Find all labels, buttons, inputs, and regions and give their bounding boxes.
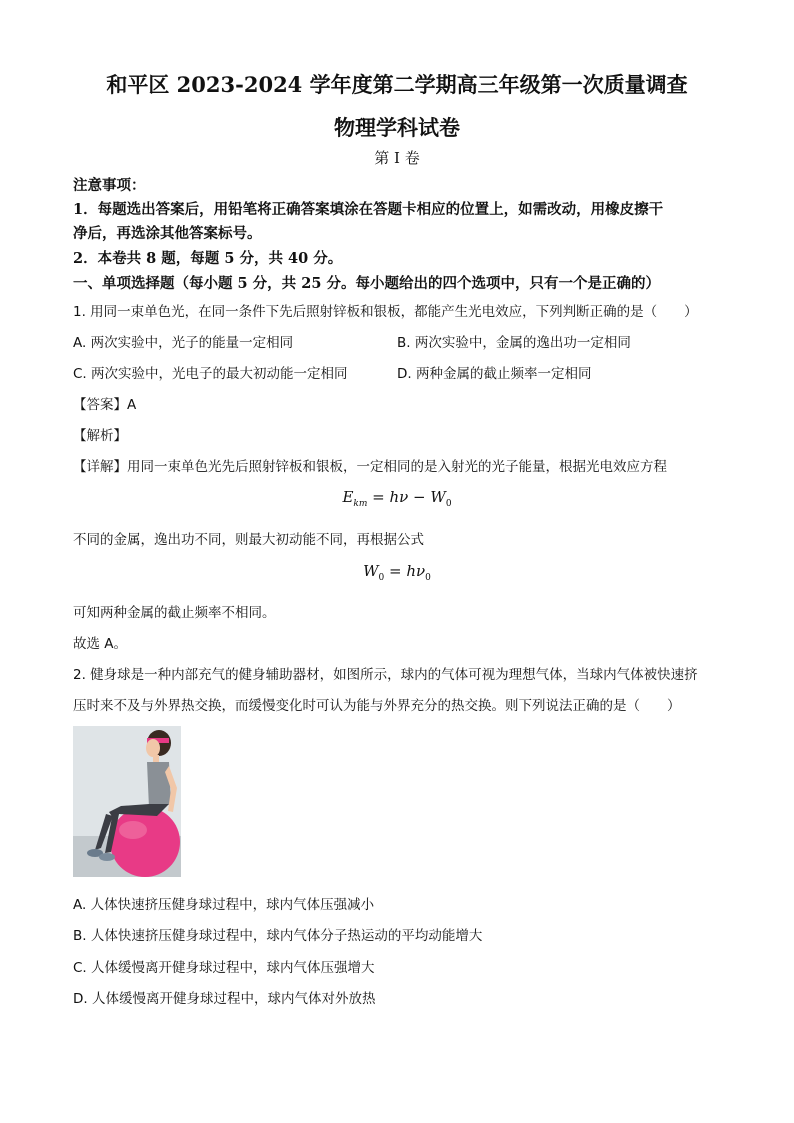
equation-work-function [0, 562, 794, 583]
equation-1-rhs: = hν − W [367, 488, 446, 506]
question-1-option-d: D. 两种金属的截止频率一定相同 [397, 366, 592, 382]
exam-title: 和平区 2023-2024 学年度第二学期高三年级第一次质量调查 [106, 72, 688, 97]
equation-1-lhs: E [342, 488, 354, 506]
fitness-ball-photo [73, 726, 181, 877]
question-1-conclusion: 故选 A。 [73, 636, 128, 652]
question-1-option-c: C. 两次实验中，光电子的最大初动能一定相同 [73, 366, 348, 382]
question-2-stem-line-2: 压时来不及与外界热交换，而缓慢变化时可认为能与外界充分的热交换。则下列说法正确的是（ ） [73, 698, 681, 714]
question-2-option-d: D. 人体缓慢离开健身球过程中，球内气体对外放热 [73, 991, 376, 1007]
note-2: 2．本卷共 8 题，每题 5 分，共 40 分。 [73, 250, 343, 267]
fitness-ball-illustration [73, 726, 181, 877]
question-1-stem: 1. 用同一束单色光，在同一条件下先后照射锌板和银板，都能产生光电效应，下列判断正确的是（ ） [73, 304, 698, 320]
question-1-answer: 【答案】A [73, 397, 137, 413]
equation-2-sub-2: 0 [425, 573, 431, 583]
question-1-option-a: A. 两次实验中，光子的能量一定相同 [73, 335, 294, 351]
question-1-analysis-label: 【解析】 [73, 428, 127, 444]
equation-2-rhs: = hν [384, 562, 426, 580]
note-1-line-2: 净后，再选涂其他答案标号。 [73, 225, 262, 242]
question-2-option-a: A. 人体快速挤压健身球过程中，球内气体压强减小 [73, 897, 375, 913]
question-1-line-2: 不同的金属，逸出功不同，则最大初动能不同，再根据公式 [73, 532, 424, 548]
question-2-option-b: B. 人体快速挤压健身球过程中，球内气体分子热运动的平均动能增大 [73, 928, 483, 944]
equation-1-sub: km [353, 499, 368, 509]
question-1-detail: 【详解】用同一束单色光先后照射锌板和银板，一定相同的是入射光的光子能量，根据光电效应方程 [73, 459, 667, 475]
equation-photoelectric [0, 488, 794, 509]
equation-2-sub: 0 [378, 573, 385, 583]
equation-1-sub-2: 0 [445, 499, 452, 509]
part-1-heading: 一、单项选择题（每小题 5 分，共 25 分。每小题给出的四个选项中，只有一个是正确的） [73, 275, 660, 292]
equation-2-lhs: W [363, 562, 379, 580]
question-1-option-b: B. 两次实验中，金属的逸出功一定相同 [397, 335, 631, 351]
question-1-line-3: 可知两种金属的截止频率不相同。 [73, 605, 276, 621]
question-2-stem-line-1: 2. 健身球是一种内部充气的健身辅助器材，如图所示，球内的气体可视为理想气体，当球内气体被快速挤 [73, 667, 698, 683]
exam-subtitle: 物理学科试卷 [334, 115, 460, 140]
section-label: 第 I 卷 [374, 149, 420, 167]
note-1-line-1: 1．每题选出答案后，用铅笔将正确答案填涂在答题卡相应的位置上，如需改动，用橡皮擦干 [73, 201, 664, 218]
question-2-option-c: C. 人体缓慢离开健身球过程中，球内气体压强增大 [73, 960, 375, 976]
notes-heading: 注意事项： [73, 177, 146, 194]
